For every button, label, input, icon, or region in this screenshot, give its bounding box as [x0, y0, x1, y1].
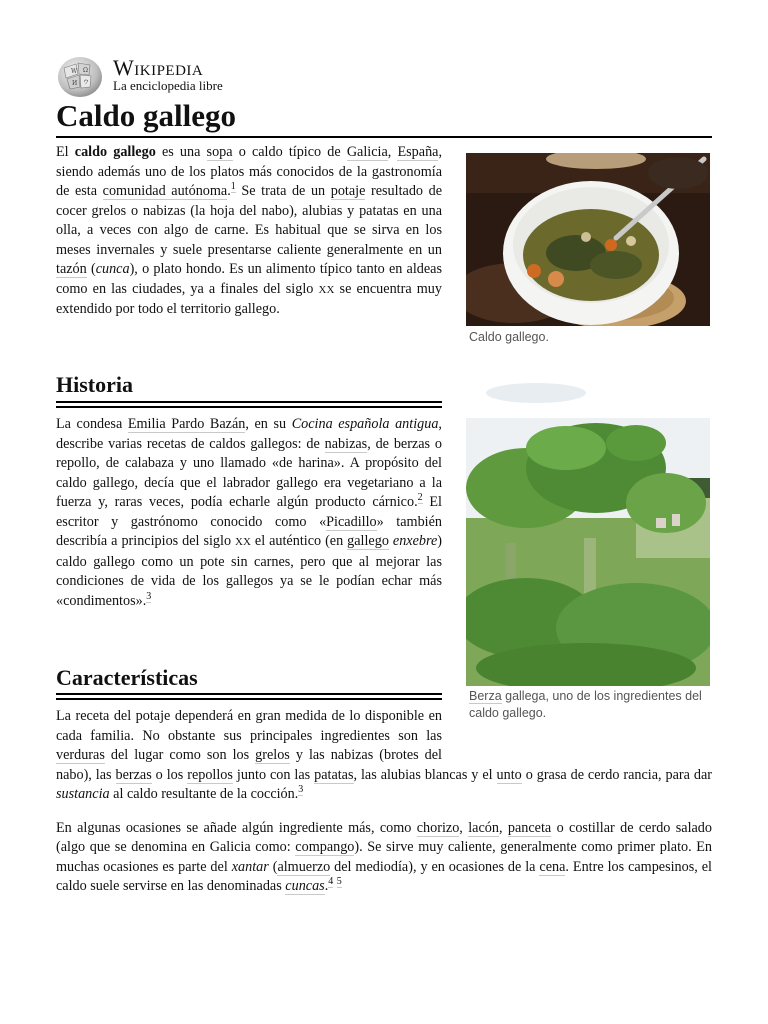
reference-link[interactable]: 3: [298, 784, 304, 796]
link-cena[interactable]: cena: [539, 858, 566, 875]
section-divider: [56, 401, 442, 408]
bold-term: caldo gallego: [74, 144, 156, 160]
link-repollos[interactable]: repollos: [187, 766, 233, 783]
reference-link[interactable]: 4: [328, 876, 334, 888]
soup-photo[interactable]: [466, 153, 710, 326]
link-berzas[interactable]: berzas: [115, 766, 152, 783]
berza-photo[interactable]: [466, 378, 710, 686]
puzzle-globe-icon: [56, 54, 104, 98]
link-berza[interactable]: Berza: [469, 689, 502, 703]
figure-berza: [466, 378, 710, 722]
figure-caption: Caldo gallego.: [469, 330, 549, 344]
link-gallego[interactable]: gallego: [347, 533, 389, 549]
page-title: Caldo gallego: [56, 98, 236, 133]
link-compango[interactable]: compango: [295, 839, 355, 855]
section-divider: [56, 693, 442, 700]
link-potaje[interactable]: potaje: [330, 183, 366, 199]
title-divider: [56, 136, 712, 138]
link-grelos[interactable]: grelos: [255, 747, 290, 763]
figure-caption: Berza gallega, uno de los ingredientes del caldo gallego.: [469, 689, 702, 720]
link-emilia-pardo-bazan[interactable]: Emilia Pardo Bazán: [127, 416, 246, 432]
link-cuncas[interactable]: cuncas: [285, 878, 325, 894]
link-galicia[interactable]: Galicia: [346, 144, 388, 160]
link-verduras[interactable]: verduras: [56, 747, 105, 763]
section-heading-caracteristicas: Características: [56, 665, 198, 690]
svg-text:И: И: [72, 80, 78, 87]
link-almuerzo[interactable]: almuerzo: [277, 858, 331, 875]
section-heading-historia: Historia: [56, 372, 133, 397]
caracteristicas-paragraph-2: En algunas ocasiones se añade algún ingrediente más, como chorizo, lacón, panceta o costillar de cerdo salado (algo que se denomina en Galicia como: compango). Se sirve muy caliente, generalmente como primer plato. En muchas ocasiones es parte del xantar (almuerzo del mediodía), y en ocasiones de la cena. Entre los campesinos, el caldo suele servirse en las denominadas cuncas.$^4$ $^5$: [56, 819, 712, 894]
link-panceta[interactable]: panceta: [507, 819, 552, 836]
svg-text:W: W: [71, 68, 78, 75]
caracteristicas-section: [56, 707, 712, 897]
figure-caldo-gallego: [466, 153, 710, 346]
link-picadillo[interactable]: Picadillo: [326, 513, 377, 530]
link-lacon[interactable]: lacón: [468, 819, 499, 836]
link-espana[interactable]: España: [397, 144, 439, 160]
historia-paragraph: La condesa Emilia Pardo Bazán, en su Cocina española antigua, describe varias recetas de caldos gallegos: de nabizas, de berzas o repollo, de calabaza y uno llamado «de harina». A propósito del caldo gallego, decía que el labrador gallego era vegetariano a la fuerza y, raras veces, podía echarle algún producto cárnico.$^2$ El escritor y gastrónomo conocido como «Picadillo» también describía a principios del siglo XX el auténtico (en gallego enxebre) caldo gallego como un pote sin carnes, pero que al mejorar las condiciones de vida de los gallegos ya se le podían echar más «condimentos».$^3$: [56, 416, 443, 609]
link-nabizas[interactable]: nabizas: [324, 435, 368, 452]
svg-text:ウ: ウ: [83, 79, 90, 86]
svg-text:Ω: Ω: [83, 67, 88, 74]
link-chorizo[interactable]: chorizo: [416, 819, 460, 836]
link-comunidad-autonoma[interactable]: comunidad autónoma: [102, 183, 228, 199]
link-patatas[interactable]: patatas: [314, 766, 354, 783]
reference-link[interactable]: 3: [146, 590, 152, 602]
reference-link[interactable]: 5: [336, 876, 342, 888]
caracteristicas-paragraph-1: La receta del potaje dependerá en gran medida de lo disponible en cada familia. No obstante sus principales ingredientes son las verduras del lugar como son los grelos y las nabizas (brotes del nabo), las berzas o los repollos junto con las patatas, las alubias blancas y el unto o grasa de cerdo rancia, para dar sustancia al caldo resultante de la cocción.$^3$: [56, 708, 712, 802]
link-unto[interactable]: unto: [496, 766, 522, 783]
reference-link[interactable]: 2: [417, 492, 423, 504]
reference-link[interactable]: 1: [230, 181, 236, 193]
link-tazon[interactable]: tazón: [56, 261, 87, 277]
intro-paragraph: El caldo gallego es una sopa o caldo típico de Galicia, España, siendo además uno de los platos más conocidos de la gastronomía de esta comunidad autónoma.$^1$ Se trata de un potaje resultado de cocer grelos o nabizas (la hoja del nabo), alubias y patatas en una olla, a veces con algo de carne. Es habitual que se sirva en los meses invernales y suele presentarse caliente generalmente en un tazón (cunca), o plato hondo. Es un alimento típico tanto en aldeas como en las ciudades, ya a finales del siglo XX se encuentra muy extendido por todo el territorio gallego.: [56, 144, 443, 317]
link-sopa[interactable]: sopa: [206, 144, 233, 160]
wikipedia-tagline: La enciclopedia libre: [113, 78, 223, 93]
wikipedia-wordmark: Wikipedia: [113, 55, 204, 80]
